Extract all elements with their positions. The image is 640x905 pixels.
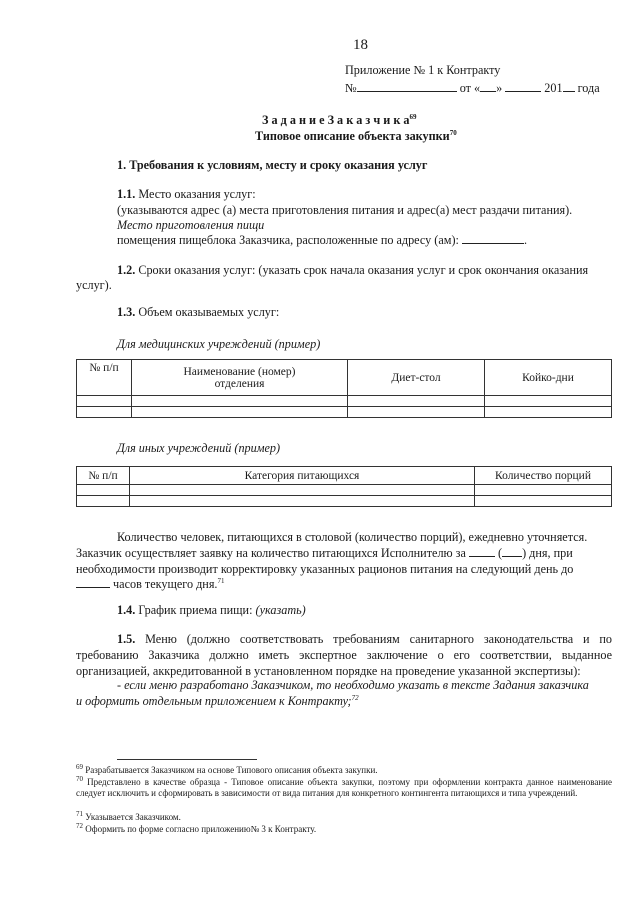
col-category: Категория питающихся xyxy=(130,467,475,485)
quote-close: » xyxy=(496,81,503,95)
footnote-separator xyxy=(117,759,257,760)
qty-text-a: Заказчик осуществляет заявку на количество питающихся Исполнителю за xyxy=(76,546,469,560)
clause-1-5-note-b xyxy=(76,694,359,709)
clause-1-1-italic: Место приготовления пищи xyxy=(117,218,265,232)
year-suffix: года xyxy=(577,81,600,95)
number-blank xyxy=(357,81,457,92)
qty-text-c: ) дня, при xyxy=(522,546,573,560)
footnote-text: Указывается Заказчиком. xyxy=(83,812,181,822)
no-label: № xyxy=(345,81,357,95)
footnote-69 xyxy=(76,765,378,775)
clause-1-1-note: (указываются адрес (а) места приготовления питания и адрес(а) мест раздачи питания). xyxy=(117,203,573,217)
table-row xyxy=(77,496,612,507)
medical-table xyxy=(76,359,612,418)
other-table-caption: Для иных учреждений (пример) xyxy=(117,441,281,455)
qty-text-d: часов текущего дня. xyxy=(110,577,218,591)
clause-1-5-note-a: - если меню разработано Заказчиком, то необходимо указать в тексте Задания заказчика xyxy=(117,678,589,692)
note-footnote-ref: 72 xyxy=(351,693,359,702)
quantity-line-2 xyxy=(76,546,573,561)
table-row xyxy=(77,485,612,496)
footnote-text: Оформить по форме согласно приложению№ 3 к Контракту. xyxy=(83,824,317,834)
quantity-line-1: Количество человек, питающихся в столовой (количество порций), ежедневно уточняется. xyxy=(117,530,588,544)
clause-1-1-address xyxy=(117,233,527,248)
section-heading: 1. Требования к условиям, месту и сроку оказания услуг xyxy=(117,158,428,172)
table-header-row xyxy=(77,360,612,396)
month-blank xyxy=(505,81,541,92)
footnote-text: Представлено в качестве образца - Типовое описание объекта закупки, поэтому при оформлении контракта данное наименование следует исключить и сформировать в зависимости от вида питания для конкретного контингента питающихся и типа учреждений. xyxy=(76,777,612,798)
table-row xyxy=(77,396,612,407)
footnote-number: 71 xyxy=(76,810,83,818)
clause-1-3 xyxy=(117,305,279,320)
table-row xyxy=(77,407,612,418)
clause-1-5 xyxy=(76,631,612,679)
clause-1-2-cont: услуг). xyxy=(76,278,112,292)
clause-text: График приема пищи: xyxy=(135,603,256,617)
table-header-row xyxy=(77,467,612,485)
from-label: от « xyxy=(459,81,481,95)
appendix-number-line xyxy=(345,81,600,96)
quantity-line-3: необходимости производит корректировку указанных рационов питания на следующий день до xyxy=(76,562,574,576)
year-blank xyxy=(563,81,575,92)
day-blank xyxy=(480,81,496,92)
hours-blank xyxy=(76,577,110,588)
clause-number: 1.4. xyxy=(117,603,136,617)
qty-text-b: ( xyxy=(494,546,503,560)
col-bed-days: Койко-дни xyxy=(485,360,612,396)
appendix-title: Приложение № 1 к Контракту xyxy=(345,63,501,77)
footnote-number: 72 xyxy=(76,822,83,830)
address-blank xyxy=(462,233,524,244)
clause-text: Место оказания услуг: xyxy=(135,187,256,201)
address-end: . xyxy=(523,233,528,247)
page-number: 18 xyxy=(353,37,368,53)
qty-footnote-ref: 71 xyxy=(217,576,225,585)
days-blank xyxy=(469,546,495,557)
subtitle-text: Типовое описание объекта закупки xyxy=(255,129,450,143)
clause-text: Сроки оказания услуг: (указать срок начала оказания услуг и срок окончания оказания xyxy=(135,263,589,277)
title-footnote-ref: 69 xyxy=(409,112,417,121)
clause-text: Объем оказываемых услуг: xyxy=(135,305,280,319)
clause-italic: (указать) xyxy=(255,603,306,617)
days-words-blank xyxy=(502,546,522,557)
footnote-number: 70 xyxy=(76,775,83,783)
footnote-72 xyxy=(76,824,316,834)
note-text: и оформить отдельным приложением к Контракту; xyxy=(76,694,352,708)
footnote-70 xyxy=(76,777,612,799)
col-department-line2: отделения xyxy=(214,377,265,390)
clause-1-2 xyxy=(117,263,588,278)
address-text: помещения пищеблока Заказчика, расположенные по адресу (ам): xyxy=(117,233,462,247)
footnote-71 xyxy=(76,812,181,822)
med-table-caption: Для медицинских учреждений (пример) xyxy=(117,337,321,351)
document-subtitle xyxy=(255,129,457,144)
year-prefix: 201 xyxy=(544,81,563,95)
col-number: № п/п xyxy=(77,360,132,396)
footnote-number: 69 xyxy=(76,763,83,771)
other-table xyxy=(76,466,612,507)
title-main: З а д а н и е З а к а з ч и к а xyxy=(262,113,410,127)
footnote-text: Разрабатывается Заказчиком на основе Типового описания объекта закупки. xyxy=(83,765,378,775)
col-diet: Диет-стол xyxy=(348,360,485,396)
clause-number: 1.2. xyxy=(117,263,136,277)
subtitle-footnote-ref: 70 xyxy=(449,128,457,137)
clause-number: 1.3. xyxy=(117,305,136,319)
col-department xyxy=(132,360,348,396)
document-title xyxy=(262,113,417,128)
col-department-line1: Наименование (номер) xyxy=(183,365,296,378)
clause-1-4 xyxy=(117,603,306,618)
clause-number: 1.5. xyxy=(117,632,136,646)
quantity-line-4 xyxy=(76,577,224,592)
clause-number: 1.1. xyxy=(117,187,136,201)
clause-1-1 xyxy=(117,187,256,202)
col-portions: Количество порций xyxy=(475,467,612,485)
clause-text: Меню (должно соответствовать требованиям санитарного законодательства и по требованию Заказчика должно иметь экспертное заключение о его соответствии, выданное организацией, аккредитованной в установленном порядке на проведение указанной экспертизы): xyxy=(76,632,612,678)
col-number: № п/п xyxy=(77,467,130,485)
